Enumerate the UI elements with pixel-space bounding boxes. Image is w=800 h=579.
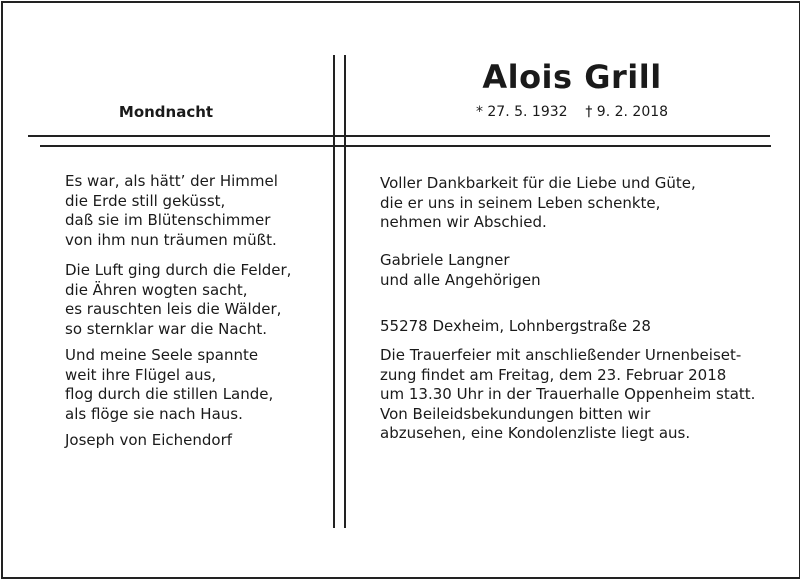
horizontal-divider-upper xyxy=(28,135,770,137)
ceremony-text: Die Trauerfeier mit anschließender Urnenbeiset- zung findet am Freitag, dem 23. Februar 2018 um 13.30 Uhr in der Trauerhalle Oppenheim statt. Von Beileidsbekundungen bitten wir abzusehen, eine Kondolenzliste liegt aus. xyxy=(380,346,756,442)
address-text: 55278 Dexheim, Lohnbergstraße 28 xyxy=(380,317,651,335)
life-dates xyxy=(472,104,672,120)
poem-stanza-1: Es war, als hätt’ der Himmel die Erde still geküsst, daß sie im Blütenschimmer von ihm nun träumen müßt. xyxy=(65,172,278,249)
gratitude-text: Voller Dankbarkeit für die Liebe und Güte, die er uns in seinem Leben schenkte, nehmen wir Abschied. xyxy=(380,174,696,231)
birth-date: * 27. 5. 1932 xyxy=(475,104,568,120)
horizontal-divider-lower xyxy=(40,145,771,147)
vertical-divider-left xyxy=(333,55,335,528)
poem-stanza-3: Und meine Seele spannte weit ihre Flügel aus, flog durch die stillen Lande, als flöge sie nach Haus. xyxy=(65,346,274,423)
poem-author: Joseph von Eichendorf xyxy=(65,431,233,449)
poem-stanza-2: Die Luft ging durch die Felder, die Ähren wogten sacht, es rauschten leis die Wälder, so sternklar war die Nacht. xyxy=(65,261,292,338)
mourners-text: Gabriele Langner und alle Angehörigen xyxy=(380,251,541,289)
deceased-name: Alois Grill xyxy=(482,58,662,96)
vertical-divider-right xyxy=(344,55,346,528)
death-date: † 9. 2. 2018 xyxy=(585,104,669,120)
poem-title: Mondnacht xyxy=(118,103,214,121)
